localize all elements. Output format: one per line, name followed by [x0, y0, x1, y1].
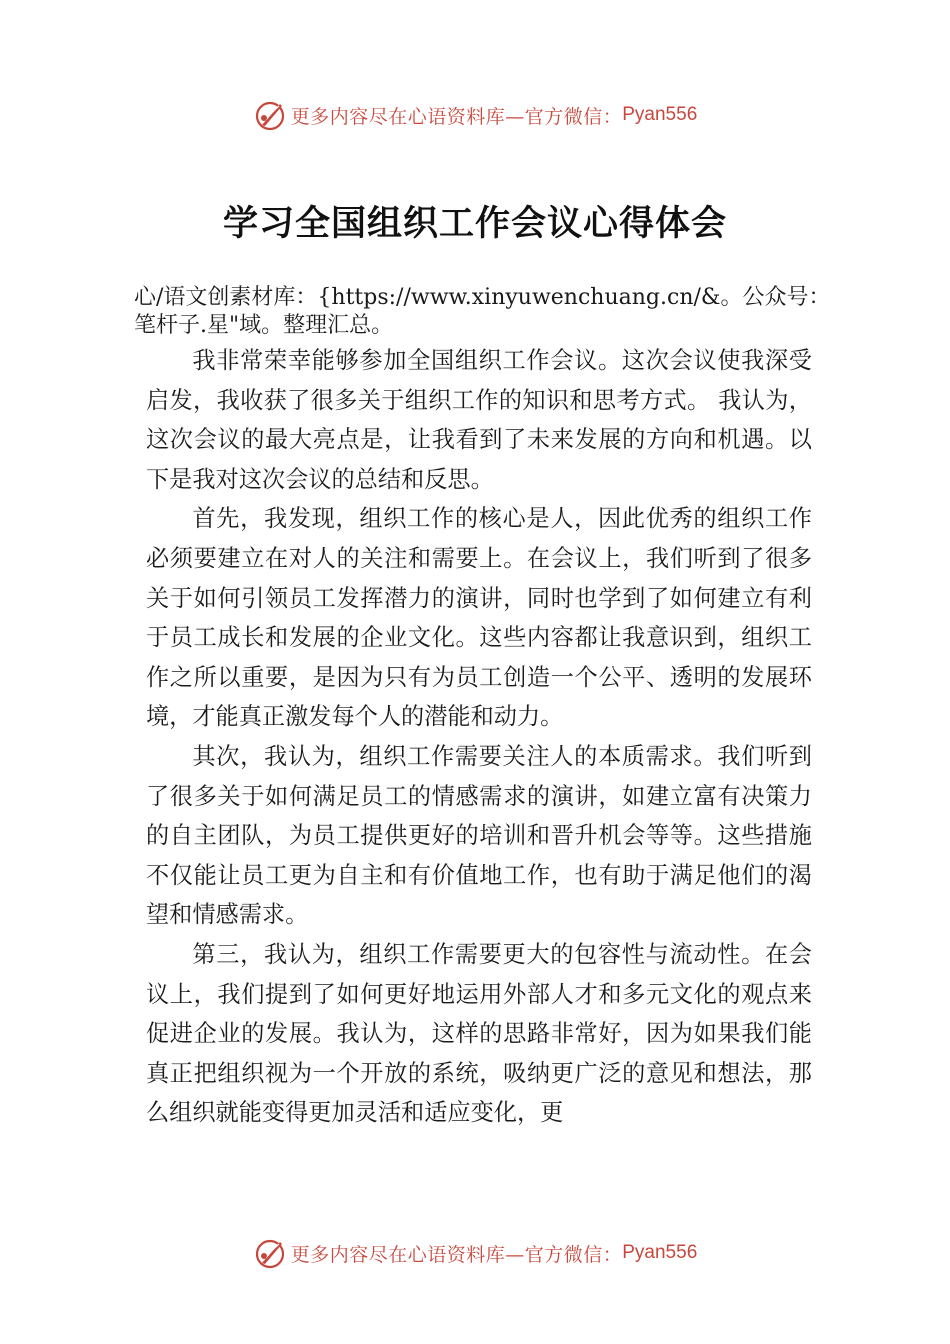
paragraph-3: 其次，我认为，组织工作需要关注人的本质需求。我们听到了很多关于如何满足员工的情感需求的演讲，如建立富有决策力的自主团队，为员工提供更好的培训和晋升机会等等。这些措施不仅能让员工更为自主和有价值地工作，也有助于满足他们的渴望和情感需求。	[146, 742, 812, 929]
paragraph-2: 首先，我发现，组织工作的核心是人，因此优秀的组织工作必须要建立在对人的关注和需要上。在会议上，我们听到了很多关于如何引领员工发挥潜力的演讲，同时也学到了如何建立有利于员工成长和发展的企业文化。这些内容都让我意识到，组织工作之所以重要，是因为只有为员工创造一个公平、透明的发展环境，才能真正激发每个人的潜能和动力。	[146, 505, 812, 731]
banner-text: 更多内容尽在心语资料库—官方微信：	[290, 1243, 623, 1266]
header-banner	[0, 95, 950, 135]
paragraph-4: 第三，我认为，组织工作需要更大的包容性与流动性。在会议上，我们提到了如何更好地运用外部人才和多元文化的观点来促进企业的发展。我认为，这样的思路非常好，因为如果我们能真正把组织视为一个开放的系统，吸纳更广泛的意见和想法，那么组织就能变得更加灵活和适应变化，更	[146, 940, 812, 1127]
wechat-id: Pyan556	[622, 104, 698, 125]
wechat-id: Pyan556	[622, 1242, 698, 1263]
banner-text: 更多内容尽在心语资料库—官方微信：	[290, 105, 623, 128]
footer-banner	[0, 1233, 950, 1273]
paragraph-1: 我非常荣幸能够参加全国组织工作会议。这次会议使我深受启发，我收获了很多关于组织工作的知识和思考方式。 我认为，这次会议的最大亮点是，让我看到了未来发展的方向和机遇。以下是我对这次会议的总结和反思。	[146, 347, 812, 493]
quill-pen-logo-icon	[253, 98, 287, 132]
source-line: 心/语文创素材库：{https://www.xinyuwenchuang.cn/&。公众号：笔杆子.星"域。整理汇总。	[134, 285, 831, 338]
document-body	[146, 341, 812, 1173]
document-title: 学习全国组织工作会议心得体会	[222, 203, 727, 244]
quill-pen-logo-icon	[253, 1236, 287, 1270]
